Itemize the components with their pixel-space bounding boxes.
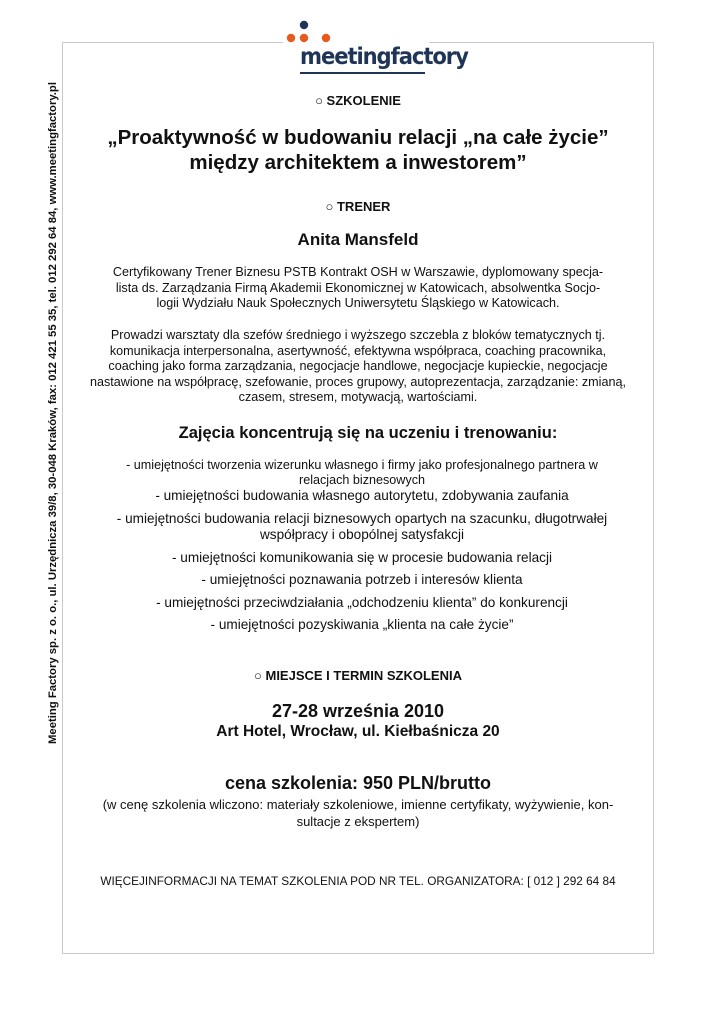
list-item: - umiejętności poznawania potrzeb i interesów klienta: [201, 572, 523, 587]
trainer-workshops-line: czasem, stresem, motywacją, wartościami.: [238, 390, 478, 404]
trainer-bio-line: lista ds. Zarządzania Firmą Akademii Ekonomicznej w Katowicach, absolwentka Socjo-: [115, 280, 601, 295]
event-date: 27-28 września 2010: [271, 701, 445, 721]
logo-dot-orange-right: [322, 34, 330, 42]
logo-dot-orange-mid: [300, 34, 308, 42]
trainer-workshops-line: coaching jako forma zarządzania, negocjacje handlowe, negocjacje kupieckie, negocjacje: [108, 359, 608, 373]
trainer-bio: [62, 265, 654, 312]
logo-wordmark: meetingfactory: [300, 44, 468, 70]
logo-underline: [300, 72, 425, 74]
price-note: [62, 796, 654, 830]
list-item: współpracy i obopólnej satysfakcji: [259, 527, 464, 542]
company-contact-sidebar: Meeting Factory sp. z o. o., ul. Urzędnicza 39/8, 30-048 Kraków, fax: 012 421 55 35, tel. 012 292 64 84, www.meetingfactory.pl: [47, 82, 59, 744]
training-section-label: ○ SZKOLENIE: [315, 93, 401, 108]
list-item: - umiejętności tworzenia wizerunku własnego i firmy jako profesjonalnego partnera w: [126, 458, 598, 472]
focus-heading: Zajęcia koncentrują się na uczeniu i trenowaniu:: [178, 424, 558, 442]
list-item: - umiejętności budowania relacji biznesowych opartych na szacunku, długotrwałej: [116, 510, 608, 526]
list-item: - umiejętności przeciwdziałania „odchodzeniu klienta” do konkurencji: [156, 594, 568, 610]
list-item: - umiejętności komunikowania się w procesie budowania relacji: [171, 549, 553, 565]
price-note-line-2: sultacje z ekspertem): [296, 814, 420, 829]
logo-dot-orange-left: [287, 34, 295, 42]
trainer-bio-line: Certyfikowany Trener Biznesu PSTB Kontrakt OSH w Warszawie, dyplomowany specja-: [112, 265, 604, 279]
trainer-workshops: [50, 328, 666, 406]
skills-list: [62, 458, 662, 634]
logo-dots-icon: [286, 20, 336, 44]
list-item: - umiejętności pozyskiwania „klienta na całe życie”: [210, 617, 514, 632]
trainer-workshops-line: komunikacja interpersonalna, asertywność, efektywna współpraca, coaching pracownika,: [109, 343, 607, 358]
event-venue: Art Hotel, Wrocław, ul. Kiełbaśnicza 20: [216, 723, 500, 740]
logo-dot-navy: [300, 21, 308, 29]
trainer-bio-line: logii Wydziału Nauk Społecznych Uniwersytetu Śląskiego w Katowicach.: [156, 296, 560, 310]
list-item: relacjach biznesowych: [299, 473, 425, 487]
list-item: - umiejętności budowania własnego autorytetu, zdobywania zaufania: [155, 488, 569, 503]
training-title-line-2: między architektem a inwestorem”: [189, 151, 527, 174]
price-note-line-1: (w cenę szkolenia wliczono: materiały szkoleniowe, imienne certyfikaty, wyżywienie, kon-: [102, 797, 614, 812]
trainer-workshops-line: Prowadzi warsztaty dla szefów średniego i wyższego szczebla z bloków tematycznych tj.: [110, 328, 606, 342]
trainer-section-label: ○ TRENER: [325, 199, 391, 214]
training-title-line-1: „Proaktywność w budowaniu relacji „na całe życie”: [107, 126, 609, 149]
trainer-workshops-line: nastawione na współpracę, szefowanie, proces grupowy, autoprezentacja, zarządzanie: zmianą,: [89, 374, 626, 389]
place-section-label: ○ MIEJSCE I TERMIN SZKOLENIA: [254, 668, 462, 683]
organizer-contact: WIĘCEJINFORMACJI NA TEMAT SZKOLENIA POD NR TEL. ORGANIZATORA: [ 012 ] 292 64 84: [100, 874, 616, 888]
training-title: [62, 125, 654, 175]
training-price: cena szkolenia: 950 PLN/brutto: [224, 773, 492, 793]
trainer-name: Anita Mansfeld: [297, 230, 419, 249]
